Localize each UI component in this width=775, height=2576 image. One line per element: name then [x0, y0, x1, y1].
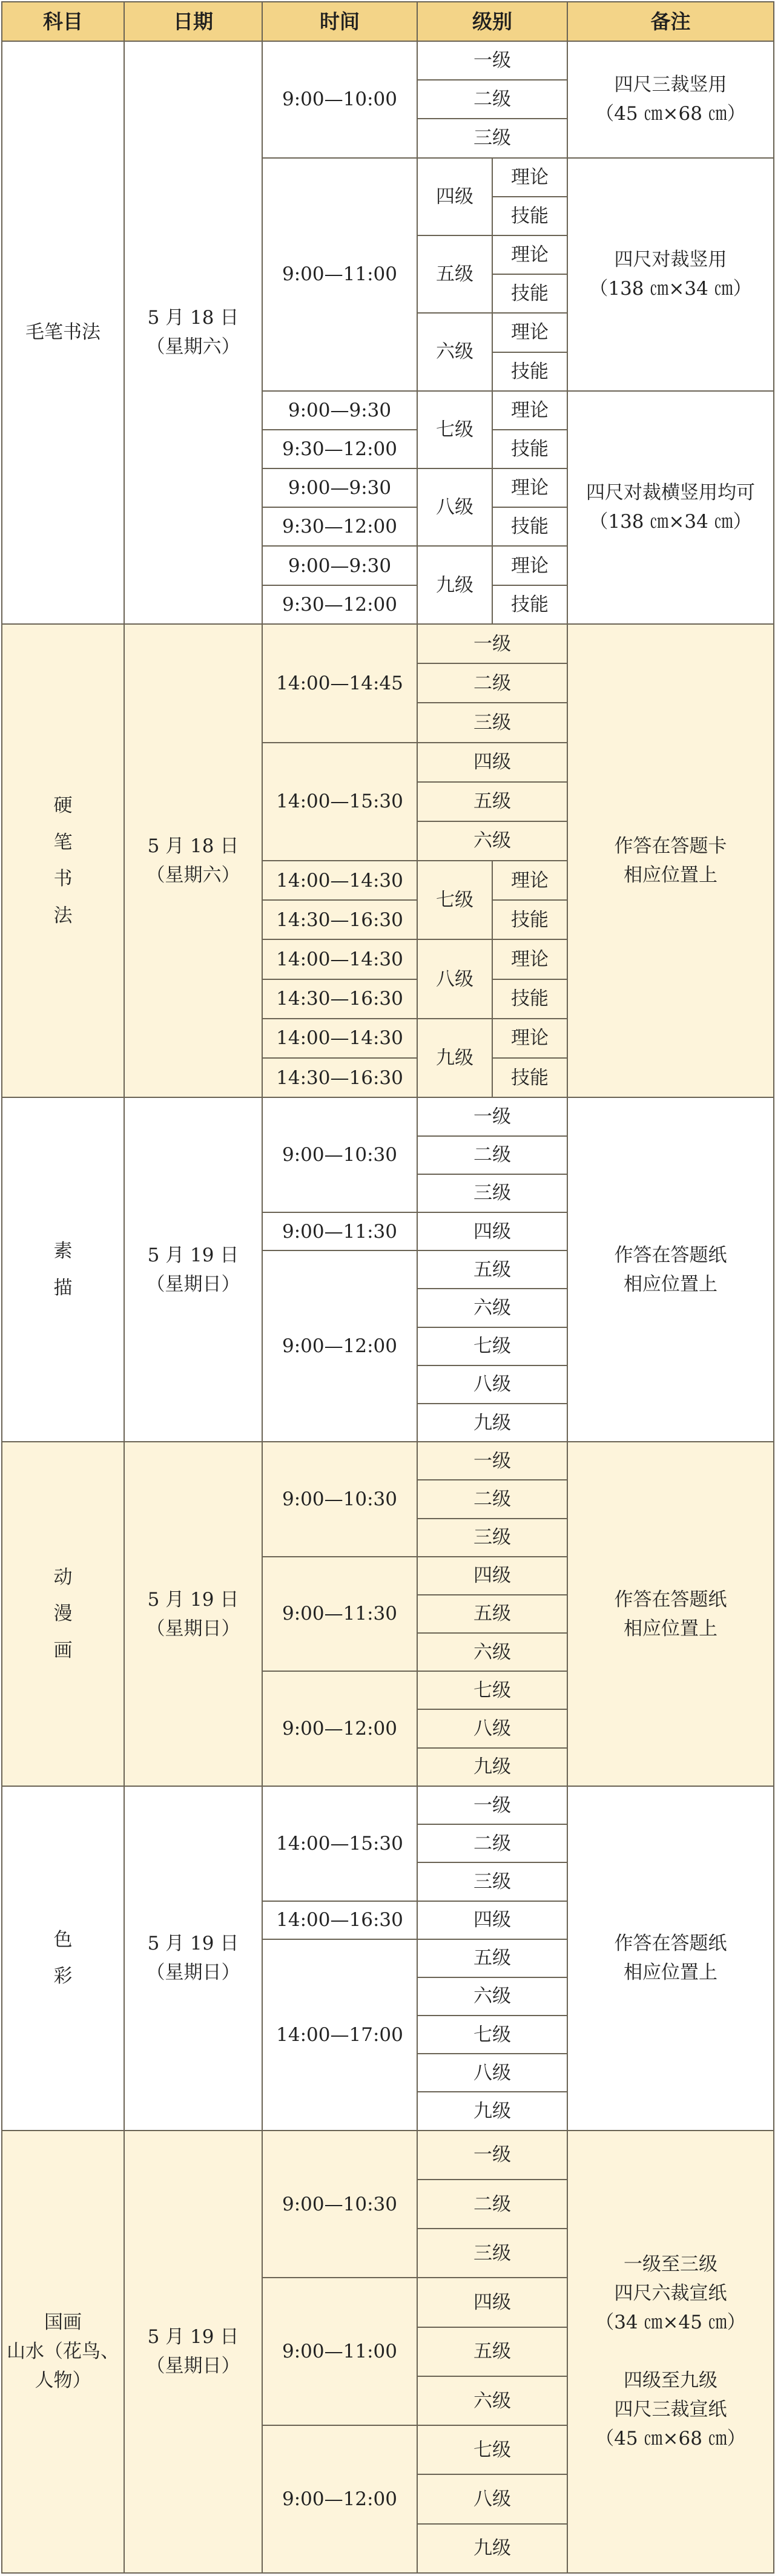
note-cell: 四尺对裁竖用 （138 ㎝×34 ㎝） [567, 158, 774, 391]
level-cell: 七级 [417, 2016, 567, 2054]
note-cell: 作答在答题纸 相应位置上 [567, 1097, 774, 1442]
level-cell: 九级 [417, 2524, 567, 2573]
level-cell: 六级 [417, 1289, 567, 1327]
exam-schedule-table [1, 1, 774, 2574]
level-cell: 六级 [417, 1977, 567, 2016]
level-cell: 四级 [417, 743, 567, 782]
section-color [2, 1786, 774, 2131]
part-cell: 技能 [492, 430, 567, 468]
weekday-text: （星期日） [146, 2355, 240, 2377]
time-cell: 9:00—10:00 [262, 41, 417, 158]
note-cell: 作答在答题卡 相应位置上 [567, 624, 774, 1097]
date-cell [124, 41, 262, 624]
header-level: 级别 [417, 2, 567, 41]
part-cell: 理论 [492, 391, 567, 430]
section-pen-calligraphy [2, 624, 774, 1097]
level-cell: 二级 [417, 1480, 567, 1518]
part-cell: 理论 [492, 468, 567, 507]
section-sketch [2, 1097, 774, 1442]
date-cell [124, 2131, 262, 2573]
time-cell: 14:00—14:30 [262, 861, 417, 900]
date-text: 5 月 19 日 [147, 2326, 239, 2348]
subject-cell [2, 1786, 124, 2131]
level-cell: 一级 [417, 1442, 567, 1480]
part-cell: 技能 [492, 1058, 567, 1097]
time-cell: 9:00—9:30 [262, 546, 417, 585]
part-cell: 理论 [492, 861, 567, 900]
subject-cell [2, 1442, 124, 1786]
level-cell: 三级 [417, 1174, 567, 1212]
level-cell: 六级 [417, 313, 492, 390]
header-subject: 科目 [2, 2, 124, 41]
level-cell: 九级 [417, 546, 492, 624]
level-cell: 二级 [417, 80, 567, 119]
part-cell: 理论 [492, 235, 567, 274]
time-cell: 14:00—15:30 [262, 743, 417, 861]
subject-cell: 毛笔书法 [2, 41, 124, 624]
date-text: 5 月 18 日 [147, 307, 239, 329]
level-cell: 五级 [417, 1250, 567, 1289]
level-cell: 七级 [417, 391, 492, 468]
date-text: 5 月 19 日 [147, 1244, 239, 1266]
weekday-text: （星期六） [146, 864, 240, 887]
part-cell: 理论 [492, 158, 567, 197]
time-cell: 9:00—11:30 [262, 1557, 417, 1672]
part-cell: 技能 [492, 274, 567, 313]
level-cell: 九级 [417, 1748, 567, 1786]
subject-cell [2, 1097, 124, 1442]
subject-cell: 国画 山水（花鸟、 人物） [2, 2131, 124, 2573]
time-cell: 9:00—12:00 [262, 2425, 417, 2573]
part-cell: 理论 [492, 1019, 567, 1058]
subject-text: 素描 [53, 1240, 73, 1299]
date-text: 5 月 19 日 [147, 1588, 239, 1611]
date-cell [124, 1442, 262, 1786]
weekday-text: （星期日） [146, 1617, 240, 1640]
level-cell: 四级 [417, 158, 492, 235]
part-cell: 理论 [492, 546, 567, 585]
part-cell: 技能 [492, 979, 567, 1019]
level-cell: 八级 [417, 1709, 567, 1747]
level-cell: 四级 [417, 1212, 567, 1250]
level-cell: 五级 [417, 2327, 567, 2376]
section-brush-calligraphy [2, 41, 774, 624]
level-cell: 六级 [417, 821, 567, 861]
part-cell: 技能 [492, 585, 567, 624]
time-cell: 14:00—14:45 [262, 624, 417, 743]
part-cell: 技能 [492, 197, 567, 235]
time-cell: 14:30—16:30 [262, 1058, 417, 1097]
level-cell: 二级 [417, 1136, 567, 1174]
time-cell: 9:00—12:00 [262, 1671, 417, 1786]
time-cell: 14:30—16:30 [262, 900, 417, 939]
date-cell [124, 624, 262, 1097]
subject-text: 色彩 [53, 1928, 73, 1988]
date-cell [124, 1097, 262, 1442]
level-cell: 一级 [417, 624, 567, 663]
level-cell: 一级 [417, 2131, 567, 2180]
header-date: 日期 [124, 2, 262, 41]
level-cell: 七级 [417, 861, 492, 939]
section-chinese-painting [2, 2131, 774, 2573]
level-cell: 四级 [417, 1901, 567, 1939]
time-cell: 14:00—17:00 [262, 1939, 417, 2131]
level-cell: 一级 [417, 41, 567, 80]
level-cell: 五级 [417, 782, 567, 821]
level-cell: 四级 [417, 2278, 567, 2327]
time-cell: 14:00—14:30 [262, 1019, 417, 1058]
level-cell: 三级 [417, 1862, 567, 1901]
level-cell: 二级 [417, 1824, 567, 1862]
level-cell: 一级 [417, 1786, 567, 1824]
section-animation [2, 1442, 774, 1786]
time-cell: 9:00—10:30 [262, 1442, 417, 1557]
level-cell: 三级 [417, 119, 567, 157]
level-cell: 五级 [417, 235, 492, 313]
level-cell: 五级 [417, 1595, 567, 1633]
level-cell: 九级 [417, 2092, 567, 2130]
level-cell: 八级 [417, 468, 492, 546]
level-cell: 二级 [417, 663, 567, 703]
time-cell: 14:30—16:30 [262, 979, 417, 1019]
time-cell: 9:00—11:00 [262, 2278, 417, 2425]
time-cell: 9:00—10:30 [262, 2131, 417, 2278]
level-cell: 七级 [417, 1671, 567, 1709]
level-cell: 七级 [417, 1327, 567, 1365]
weekday-text: （星期日） [146, 1273, 240, 1295]
level-cell: 九级 [417, 1404, 567, 1442]
time-cell: 14:00—15:30 [262, 1786, 417, 1901]
level-cell: 二级 [417, 2180, 567, 2229]
time-cell: 14:00—14:30 [262, 939, 417, 979]
subject-cell [2, 624, 124, 1097]
note-cell: 作答在答题纸 相应位置上 [567, 1442, 774, 1786]
time-cell: 9:30—12:00 [262, 430, 417, 468]
time-cell: 9:00—10:30 [262, 1097, 417, 1212]
header-note: 备注 [567, 2, 774, 41]
subject-text: 动漫画 [53, 1566, 73, 1661]
part-cell: 技能 [492, 352, 567, 391]
time-cell: 9:00—11:00 [262, 158, 417, 391]
level-cell: 六级 [417, 2376, 567, 2425]
level-cell: 八级 [417, 939, 492, 1018]
subject-text: 硬笔书法 [53, 795, 73, 927]
part-cell: 技能 [492, 507, 567, 546]
note-cell: 一级至三级 四尺六裁宣纸 （34 ㎝×45 ㎝） 四级至九级 四尺三裁宣纸 （45 ㎝×68 ㎝） [567, 2131, 774, 2573]
level-cell: 三级 [417, 2229, 567, 2278]
level-cell: 五级 [417, 1939, 567, 1977]
time-cell: 9:30—12:00 [262, 585, 417, 624]
time-cell: 9:00—11:30 [262, 1212, 417, 1250]
header-time: 时间 [262, 2, 417, 41]
level-cell: 三级 [417, 703, 567, 742]
part-cell: 技能 [492, 900, 567, 939]
note-cell: 四尺对裁横竖用均可 （138 ㎝×34 ㎝） [567, 391, 774, 624]
date-cell [124, 1786, 262, 2131]
time-cell: 14:00—16:30 [262, 1901, 417, 1939]
weekday-text: （星期日） [146, 1962, 240, 1984]
weekday-text: （星期六） [146, 336, 240, 358]
level-cell: 七级 [417, 2425, 567, 2474]
part-cell: 理论 [492, 313, 567, 352]
note-cell: 四尺三裁竖用 （45 ㎝×68 ㎝） [567, 41, 774, 158]
header-row [2, 2, 774, 41]
level-cell: 八级 [417, 1365, 567, 1404]
part-cell: 理论 [492, 939, 567, 979]
time-cell: 9:00—9:30 [262, 468, 417, 507]
time-cell: 9:00—9:30 [262, 391, 417, 430]
level-cell: 六级 [417, 1633, 567, 1671]
date-text: 5 月 18 日 [147, 835, 239, 858]
level-cell: 一级 [417, 1097, 567, 1135]
date-text: 5 月 19 日 [147, 1933, 239, 1955]
note-cell: 作答在答题纸 相应位置上 [567, 1786, 774, 2131]
level-cell: 八级 [417, 2474, 567, 2523]
level-cell: 八级 [417, 2054, 567, 2092]
level-cell: 四级 [417, 1557, 567, 1595]
level-cell: 三级 [417, 1519, 567, 1557]
time-cell: 9:00—12:00 [262, 1250, 417, 1442]
level-cell: 九级 [417, 1019, 492, 1098]
time-cell: 9:30—12:00 [262, 507, 417, 546]
